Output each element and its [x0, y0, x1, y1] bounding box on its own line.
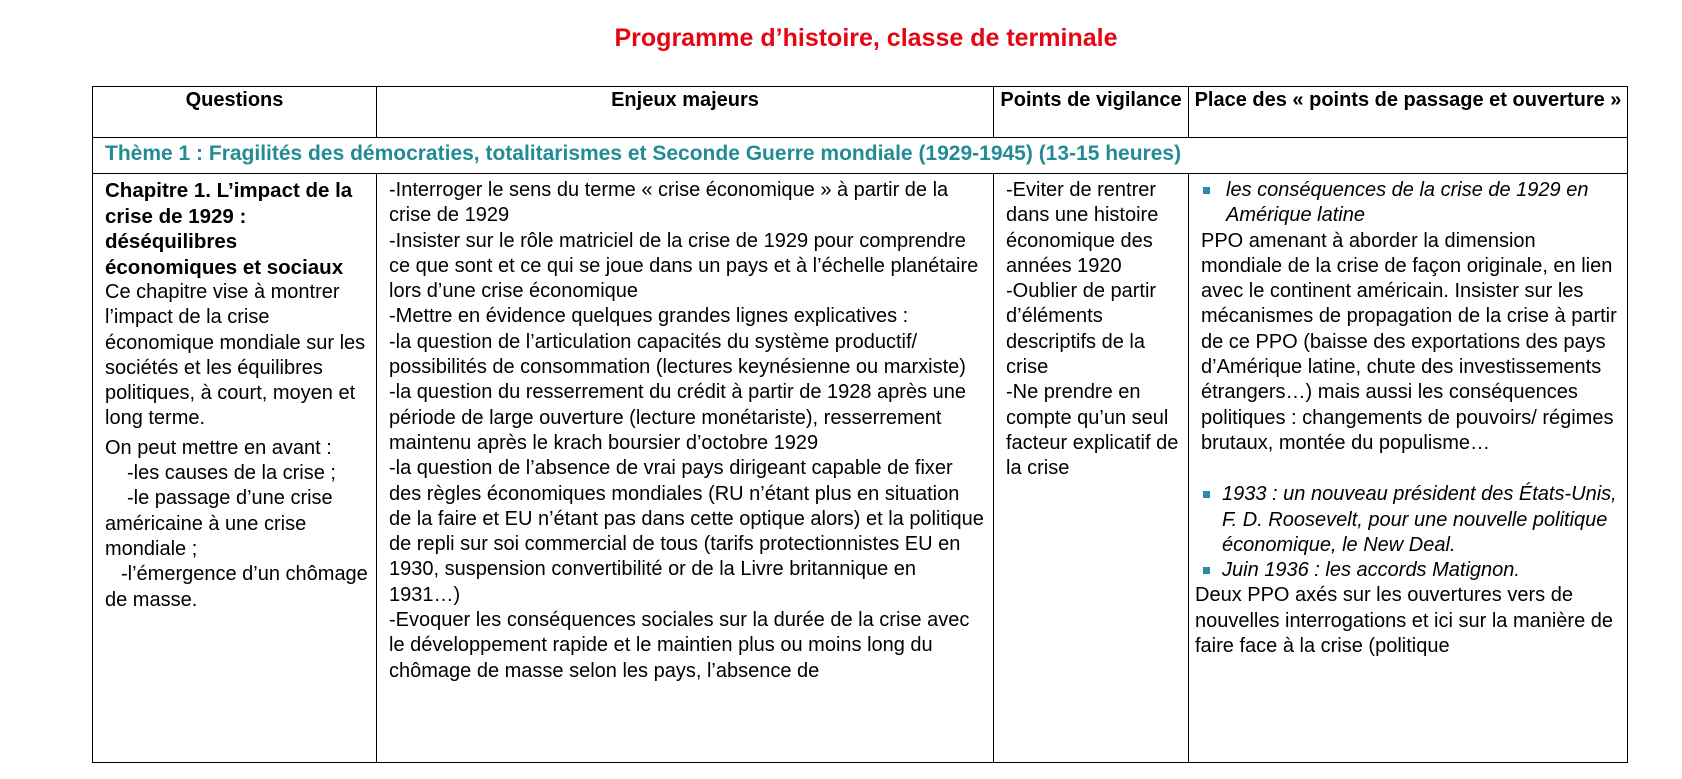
ppo-cell: [1189, 174, 1628, 763]
ppo-bullet-text: les conséquences de la crise de 1929 en Amérique latine: [1226, 179, 1589, 227]
chapter-lead: On peut mettre en avant :: [105, 436, 332, 459]
header-enjeux: Enjeux majeurs: [377, 87, 994, 138]
questions-cell: [93, 174, 377, 763]
enjeu-item: -la question de l’articulation capacités du système productif/ possibilités de consommation (lectures keynésienne ou marxiste): [389, 330, 966, 379]
chapter-item: [105, 486, 370, 562]
header-ppo: Place des « points de passage et ouverture »: [1189, 87, 1628, 138]
enjeu-item: -la question de l’absence de vrai pays dirigeant capable de fixer des règles économiques mondiales (RU n’étant plus en situation de la faire et EU n’étant pas dans cette optique alors) et la politique de repli sur soi commercial de tous (tarifs protectionnistes EU en 1930, suspension convertibilité or de la Livre britannique en 1931…): [389, 457, 984, 606]
spacer: [1201, 456, 1621, 482]
document-title: Programme d’histoire, classe de terminale: [614, 24, 1118, 52]
enjeu-item: -la question du resserrement du crédit à partir de 1928 après une période de large ouverture (lecture monétariste), resserrement maintenu après le krach boursier d’octobre 1929: [389, 381, 967, 454]
square-bullet-icon: [1203, 491, 1210, 498]
vigilance-item: -Oublier de partir d’éléments descriptifs de la crise: [1006, 280, 1157, 379]
enjeu-item: -Evoquer les conséquences sociales sur la durée de la crise avec le développement rapide et le maintien plus ou moins long du chômage de masse selon les pays, l’absence de: [389, 609, 970, 682]
ppo-bullet-text: 1933 : un nouveau président des États-Unis, F. D. Roosevelt, pour une nouvelle politique économique, le New Deal.: [1222, 483, 1617, 556]
chapter-item-causes: -les causes de la crise ;: [127, 462, 336, 485]
square-bullet-icon: [1203, 187, 1210, 194]
chapter-item-text: [105, 462, 336, 484]
ppo-bullet-item: [1201, 482, 1621, 558]
ppo-bullet-text: Juin 1936 : les accords Matignon.: [1222, 559, 1520, 582]
theme-label: Thème 1 : Fragilités des démocraties, totalitarismes et Seconde Guerre mondiale (1929-1945) (13-15 heures): [93, 138, 1628, 174]
chapter-item: [105, 562, 370, 613]
enjeu-item: -Mettre en évidence quelques grandes lignes explicatives :: [389, 305, 909, 328]
enjeux-cell: [377, 174, 994, 763]
ppo-commentary: PPO amenant à aborder la dimension mondiale de la crise de façon originale, en lien avec le continent américain. Insister sur les mécanismes de propagation de la crise à partir de ce PPO (baisse des exportations des pays d’Amérique latine, chute des investissements étrangers…) mais aussi les conséquences politiques : changements de pouvoirs/ régimes brutaux, montée du populisme…: [1201, 229, 1617, 454]
chapter-item-text: -le passage d’une crise américaine à une crise mondiale ;: [105, 487, 333, 560]
programme-table: [92, 86, 1628, 763]
chapter-item: [105, 461, 370, 486]
enjeu-item: -Interroger le sens du terme « crise économique » à partir de la crise de 1929: [389, 179, 949, 227]
square-bullet-icon: [1203, 567, 1210, 574]
ppo-bullet-item: [1201, 178, 1621, 229]
ppo-bullet-item: [1201, 558, 1621, 583]
chapter-item-text: -l’émergence d’un chômage de masse.: [105, 563, 368, 611]
enjeu-item: -Insister sur le rôle matriciel de la crise de 1929 pour comprendre ce que sont et ce qui se joue dans un pays et à l’échelle planétaire lors d’une crise économique: [389, 229, 979, 303]
header-vigilance: Points de vigilance: [994, 87, 1189, 138]
vigilance-cell: [994, 174, 1189, 763]
chapter-row: [93, 174, 1628, 763]
ppo-commentary: Deux PPO axés sur les ouvertures vers de nouvelles interrogations et ici sur la manière de faire face à la crise (politique: [1195, 584, 1613, 658]
header-row: [93, 87, 1628, 138]
theme-row: [93, 138, 1628, 174]
header-questions: Questions: [93, 87, 377, 138]
chapter-title: Chapitre 1. L’impact de la crise de 1929 : déséquilibres économiques et sociaux: [105, 179, 353, 279]
chapter-intro: Ce chapitre vise à montrer l’impact de la crise économique mondiale sur les sociétés et les équilibres politiques, à court, moyen et long terme.: [105, 281, 366, 430]
vigilance-item: -Ne prendre en compte qu’un seul facteur explicatif de la crise: [1006, 381, 1179, 480]
vigilance-item: -Eviter de rentrer dans une histoire économique des années 1920: [1006, 179, 1159, 277]
